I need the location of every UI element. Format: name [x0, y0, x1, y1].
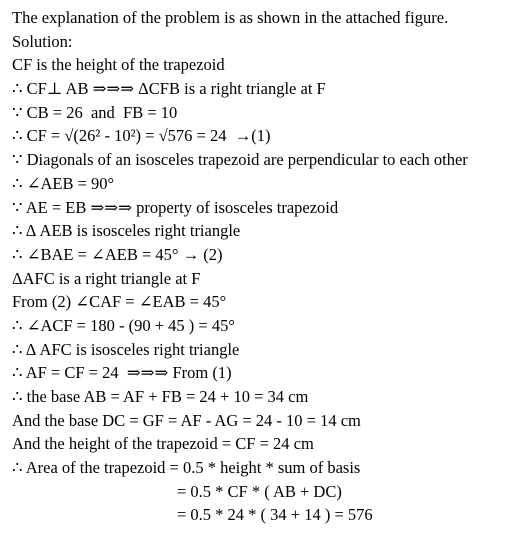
- text-line: ∴ Area of the trapezoid = 0.5 * height * sum of basis: [12, 458, 361, 478]
- equation-continuation-line: = 0.5 * 24 * ( 34 + 14 ) = 576: [177, 505, 373, 525]
- text-line: And the base DC = GF = AF - AG = 24 - 10 = 14 cm: [12, 410, 361, 430]
- text-line: ∵ CB = 26 and FB = 10: [12, 102, 178, 122]
- text-line: And the height of the trapezoid = CF = 24 cm: [12, 434, 314, 454]
- intro-line: The explanation of the problem is as shown in the attached figure.: [12, 8, 449, 27]
- text-line: ∴ Δ AEB is isosceles right triangle: [12, 221, 241, 241]
- text-line: ∵ AE = EB ⇒⇒⇒ property of isosceles trapezoid: [12, 197, 339, 217]
- text-line: ΔAFC is a right triangle at F: [12, 268, 201, 288]
- text-line: ∵ Diagonals of an isosceles trapezoid are perpendicular to each other: [12, 150, 468, 170]
- text-line: ∴ CF = √(26² - 10²) = √576 = 24 →(1): [12, 126, 271, 146]
- text-line: ∴ ∠ACF = 180 - (90 + 45 ) = 45°: [12, 315, 235, 335]
- text-line: ∴ the base AB = AF + FB = 24 + 10 = 34 cm: [12, 387, 309, 406]
- text-line: CF is the height of the trapezoid: [12, 55, 225, 75]
- text-line: ∴ ∠AEB = 90°: [12, 173, 115, 193]
- text-line: ∴ ∠BAE = ∠AEB = 45° → (2): [12, 244, 223, 264]
- text-line: ∴ AF = CF = 24 ⇒⇒⇒ From (1): [12, 363, 232, 383]
- equation-continuation-line: = 0.5 * CF * ( AB + DC): [177, 481, 342, 501]
- text-line: From (2) ∠CAF = ∠EAB = 45°: [12, 292, 227, 312]
- solution-document: [12, 6, 524, 527]
- text-line: ∴ Δ AFC is isosceles right triangle: [12, 339, 240, 359]
- solution-heading: Solution:: [12, 31, 73, 51]
- text-line: ∴ CF⊥ AB ⇒⇒⇒ ΔCFB is a right triangle at F: [12, 79, 326, 99]
